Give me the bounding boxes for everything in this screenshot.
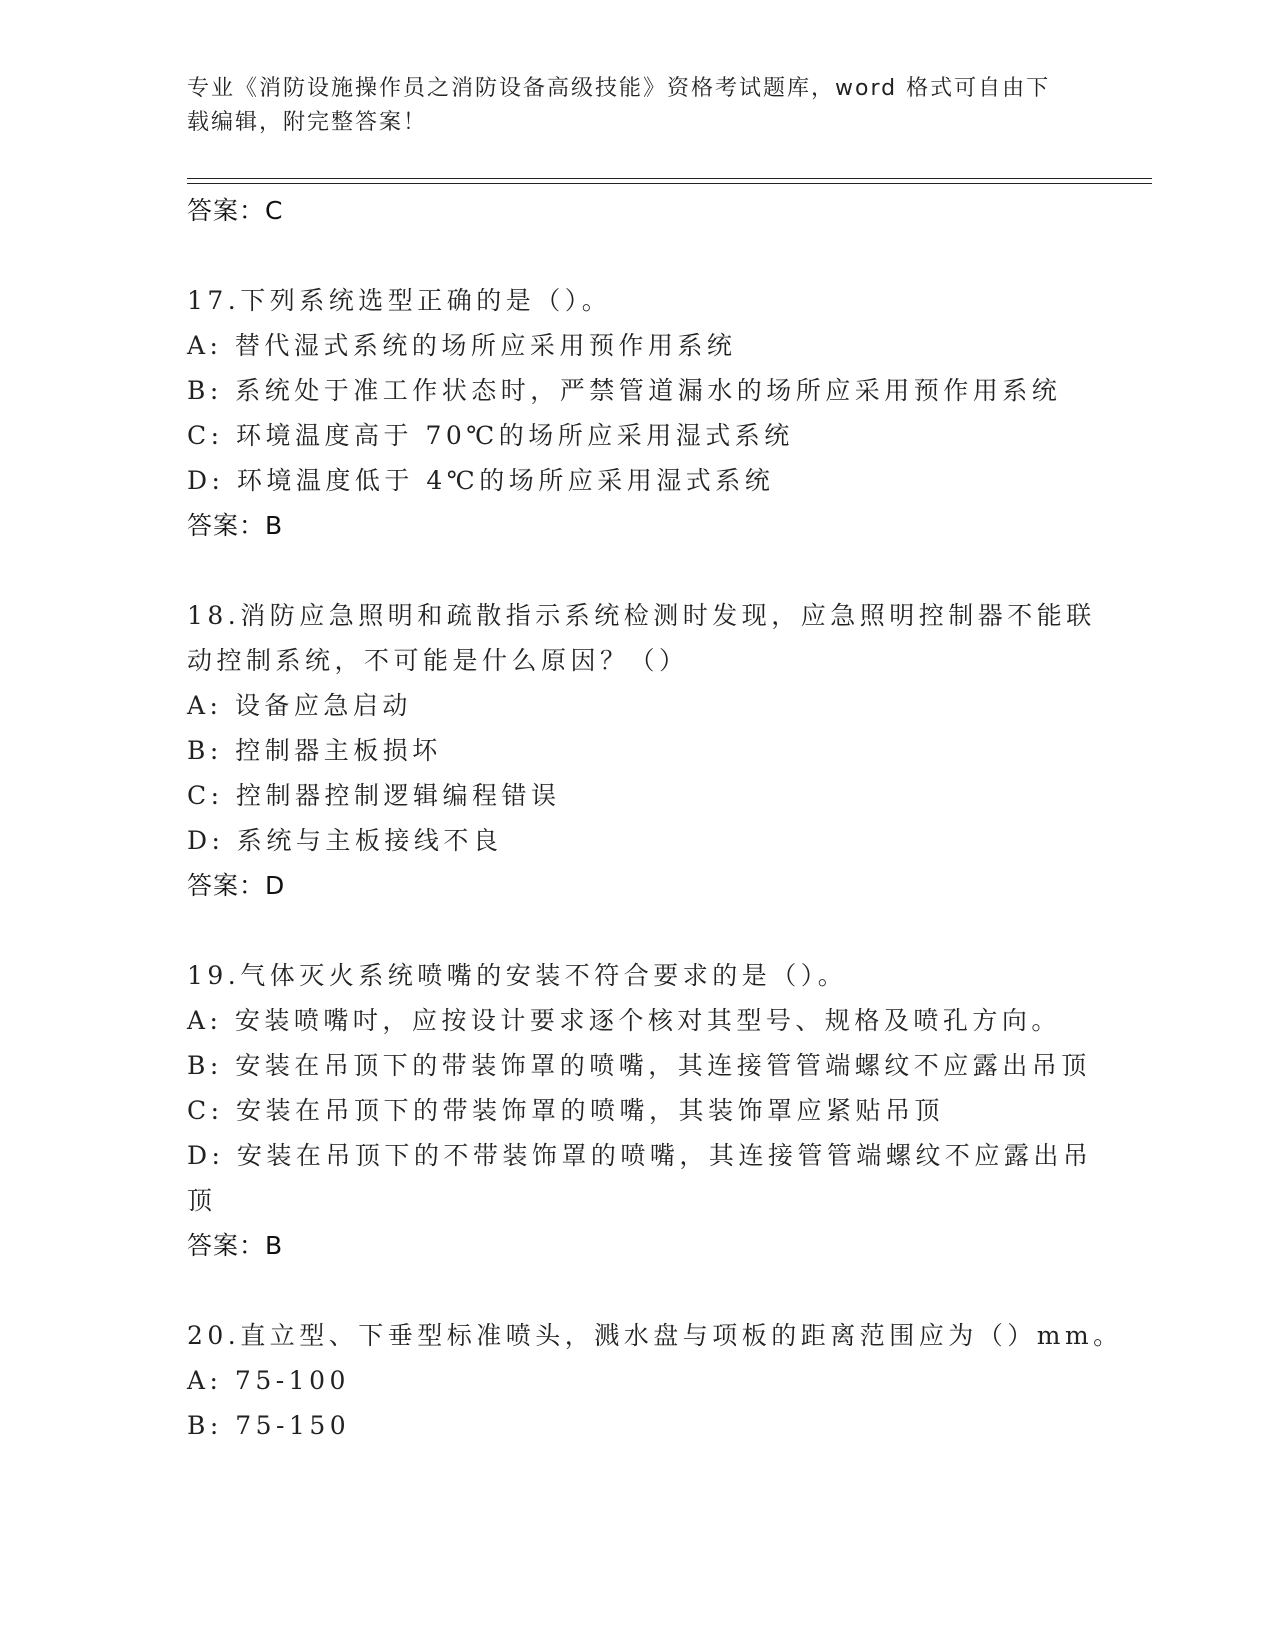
question-stem: 17.下列系统选型正确的是（）。 — [187, 286, 612, 315]
question-18 — [187, 593, 1096, 908]
option-d: D: 环境温度低于 4℃的场所应采用湿式系统 — [187, 466, 775, 495]
option-a: A: 75-100 — [187, 1366, 350, 1395]
spacer — [187, 548, 1087, 593]
option-d-continuation: 顶 — [187, 1186, 217, 1215]
answer-line — [187, 188, 1087, 233]
spacer — [187, 233, 1087, 278]
answer-prefix: 答案： — [187, 511, 266, 540]
question-stem-line-1: 18.消防应急照明和疏散指示系统检测时发现，应急照明控制器不能联 — [187, 601, 1096, 630]
option-c: C: 安装在吊顶下的带装饰罩的喷嘴，其装饰罩应紧贴吊顶 — [187, 1096, 945, 1125]
option-d: D: 安装在吊顶下的不带装饰罩的喷嘴，其连接管管端螺纹不应露出吊 — [187, 1141, 1093, 1170]
answer-value: D — [265, 871, 286, 900]
answer-value: B — [265, 1231, 284, 1260]
answer-prefix: 答案： — [187, 196, 266, 225]
answer-line — [187, 863, 1087, 908]
answer-line — [187, 1223, 1087, 1268]
header-rule-top — [187, 178, 1152, 179]
option-c: C: 控制器控制逻辑编程错误 — [187, 781, 561, 810]
option-c: C: 环境温度高于 70℃的场所应采用湿式系统 — [187, 421, 794, 450]
answer-value: C — [265, 196, 284, 225]
option-b: B: 75-150 — [187, 1411, 351, 1440]
header-rule-bottom — [187, 183, 1152, 184]
question-stem-line-2: 动控制系统，不可能是什么原因？（） — [187, 646, 689, 675]
option-b: B: 安装在吊顶下的带装饰罩的喷嘴，其连接管管端螺纹不应露出吊顶 — [187, 1051, 1091, 1080]
spacer — [187, 908, 1087, 953]
header-line-2: 载编辑，附完整答案！ — [187, 110, 428, 135]
question-stem: 19.气体灭火系统喷嘴的安装不符合要求的是（）。 — [187, 961, 848, 990]
page-header — [187, 72, 1067, 140]
spacer — [187, 1268, 1087, 1313]
question-17 — [187, 278, 1087, 548]
question-19 — [187, 953, 1093, 1268]
answer-prefix: 答案： — [187, 1231, 266, 1260]
question-list — [187, 188, 1123, 1448]
option-b: B: 系统处于准工作状态时，严禁管道漏水的场所应采用预作用系统 — [187, 376, 1062, 405]
option-b: B: 控制器主板损坏 — [187, 736, 442, 765]
option-a: A: 替代湿式系统的场所应采用预作用系统 — [187, 331, 737, 360]
answer-value: B — [265, 511, 284, 540]
answer-prefix: 答案： — [187, 871, 266, 900]
option-d: D: 系统与主板接线不良 — [187, 826, 503, 855]
question-stem: 20.直立型、下垂型标准喷头，溅水盘与项板的距离范围应为（）mm。 — [187, 1321, 1123, 1350]
question-20 — [187, 1313, 1123, 1448]
header-line-1: 专业《消防设施操作员之消防设备高级技能》资格考试题库，word 格式可自由下 — [187, 76, 1051, 101]
option-a: A: 安装喷嘴吋，应按设计要求逐个核对其型号、规格及喷孔方向。 — [187, 1006, 1061, 1035]
option-a: A: 设备应急启动 — [187, 691, 412, 720]
answer-line — [187, 503, 1087, 548]
